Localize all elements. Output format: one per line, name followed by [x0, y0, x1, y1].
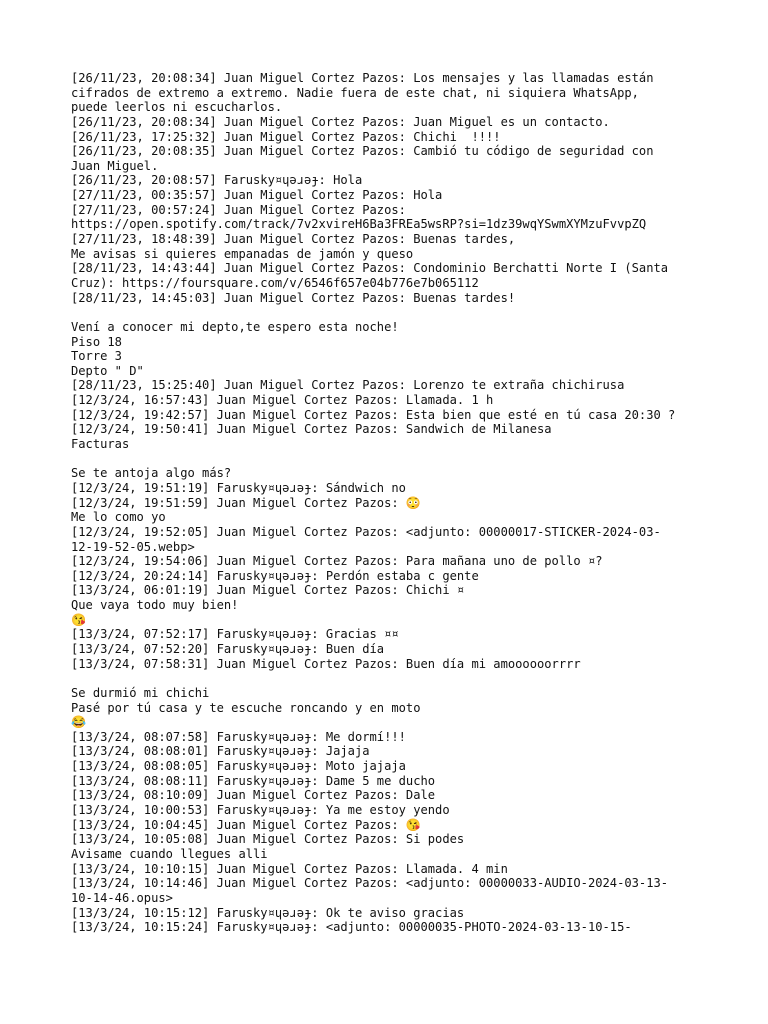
chat-line: [13/3/24, 08:08:11] Farusky¤ɥǝɹǝɟ: Dame 5 me ducho	[71, 773, 436, 788]
chat-line: [12/3/24, 19:42:57] Juan Miguel Cortez Pazos: Esta bien que esté en tú casa 20:30 ?	[71, 407, 676, 422]
chat-line: [13/3/24, 08:10:09] Juan Miguel Cortez Pazos: Dale	[71, 788, 436, 803]
chat-line: [13/3/24, 07:52:20] Farusky¤ɥǝɹǝɟ: Buen día	[71, 641, 385, 656]
chat-line: Se te antoja algo más?	[71, 466, 232, 481]
chat-line: [13/3/24, 08:08:05] Farusky¤ɥǝɹǝɟ: Moto jajaja	[71, 759, 406, 774]
chat-line: [12/3/24, 19:51:59] Juan Miguel Cortez Pazos: 😳	[71, 495, 421, 510]
chat-line: Avisame cuando llegues alli	[71, 846, 268, 861]
chat-line: Me avisas si quieres empanadas de jamón y queso	[71, 246, 414, 261]
chat-line: [13/3/24, 08:08:01] Farusky¤ɥǝɹǝɟ: Jajaja	[71, 744, 370, 759]
chat-log-text	[71, 71, 711, 935]
chat-line: [13/3/24, 07:58:31] Juan Miguel Cortez Pazos: Buen día mi amoooooorrrr	[71, 656, 581, 671]
chat-line: [13/3/24, 10:15:24] Farusky¤ɥǝɹǝɟ: <adjunto: 00000035-PHOTO-2024-03-13-10-15-	[71, 920, 632, 935]
chat-line: [13/3/24, 10:15:12] Farusky¤ɥǝɹǝɟ: Ok te aviso gracias	[71, 905, 465, 920]
chat-line: [13/3/24, 06:01:19] Juan Miguel Cortez Pazos: Chichi ¤	[71, 583, 465, 598]
chat-line: [13/3/24, 10:14:46] Juan Miguel Cortez Pazos: <adjunto: 00000033-AUDIO-2024-03-13-	[71, 876, 669, 891]
chat-line: [26/11/23, 20:08:34] Juan Miguel Cortez Pazos: Los mensajes y las llamadas están	[71, 71, 654, 85]
chat-line: 10-14-46.opus>	[71, 890, 173, 905]
chat-line: cifrados de extremo a extremo. Nadie fuera de este chat, ni siquiera WhatsApp,	[71, 85, 639, 100]
chat-line: Se durmió mi chichi	[71, 685, 210, 700]
chat-line: [12/3/24, 16:57:43] Juan Miguel Cortez Pazos: Llamada. 1 h	[71, 393, 494, 408]
chat-line: Cruz): https://foursquare.com/v/6546f657e04b776e7b065112	[71, 275, 479, 290]
chat-line: [12/3/24, 19:50:41] Juan Miguel Cortez Pazos: Sandwich de Milanesa	[71, 422, 552, 437]
chat-line: [27/11/23, 00:35:57] Juan Miguel Cortez Pazos: Hola	[71, 188, 443, 203]
chat-line: [12/3/24, 19:51:19] Farusky¤ɥǝɹǝɟ: Sándwich no	[71, 480, 406, 495]
chat-line: [13/3/24, 08:07:58] Farusky¤ɥǝɹǝɟ: Me dormí!!!	[71, 729, 406, 744]
chat-line: [28/11/23, 14:43:44] Juan Miguel Cortez Pazos: Condominio Berchatti Norte I (Santa	[71, 261, 669, 276]
chat-line: [27/11/23, 18:48:39] Juan Miguel Cortez Pazos: Buenas tardes,	[71, 232, 516, 247]
chat-line: 😘	[71, 612, 87, 627]
chat-line: [26/11/23, 20:08:35] Juan Miguel Cortez Pazos: Cambió tu código de seguridad con	[71, 144, 654, 159]
chat-line: [26/11/23, 20:08:57] Farusky¤ɥǝɹǝɟ: Hola	[71, 173, 363, 188]
chat-line: 😂	[71, 715, 87, 730]
chat-line: [26/11/23, 17:25:32] Juan Miguel Cortez Pazos: Chichi !!!!	[71, 129, 501, 144]
chat-line: Piso 18	[71, 334, 122, 349]
chat-line: 12-19-52-05.webp>	[71, 539, 195, 554]
chat-line: [27/11/23, 00:57:24] Juan Miguel Cortez Pazos:	[71, 202, 406, 217]
chat-line: [28/11/23, 14:45:03] Juan Miguel Cortez Pazos: Buenas tardes!	[71, 290, 516, 305]
chat-line: [26/11/23, 20:08:34] Juan Miguel Cortez Pazos: Juan Miguel es un contacto.	[71, 114, 610, 129]
chat-line: [12/3/24, 19:52:05] Juan Miguel Cortez Pazos: <adjunto: 00000017-STICKER-2024-03-	[71, 524, 661, 539]
chat-line: Pasé por tú casa y te escuche roncando y en moto	[71, 700, 421, 715]
blank-line	[71, 452, 711, 467]
chat-line: [13/3/24, 10:05:08] Juan Miguel Cortez Pazos: Si podes	[71, 832, 465, 847]
chat-line: Vení a conocer mi depto,te espero esta noche!	[71, 319, 399, 334]
blank-line	[71, 671, 711, 686]
chat-line: Juan Miguel.	[71, 158, 159, 173]
chat-line: [28/11/23, 15:25:40] Juan Miguel Cortez Pazos: Lorenzo te extraña chichirusa	[71, 378, 625, 393]
chat-line: Me lo como yo	[71, 510, 166, 525]
chat-line: [13/3/24, 10:10:15] Juan Miguel Cortez Pazos: Llamada. 4 min	[71, 861, 508, 876]
chat-line: https://open.spotify.com/track/7v2xvireH6Ba3FREa5wsRP?si=1dz39wqYSwmXYMzuFvvpZQ	[71, 217, 647, 232]
chat-line: Torre 3	[71, 349, 122, 364]
blank-line	[71, 305, 711, 320]
chat-line: [12/3/24, 19:54:06] Juan Miguel Cortez Pazos: Para mañana uno de pollo ¤?	[71, 554, 603, 569]
chat-line: [13/3/24, 10:00:53] Farusky¤ɥǝɹǝɟ: Ya me estoy yendo	[71, 803, 450, 818]
chat-line: puede leerlos ni escucharlos.	[71, 100, 283, 115]
chat-line: Depto " D"	[71, 363, 144, 378]
chat-line: Que vaya todo muy bien!	[71, 598, 239, 613]
chat-line: Facturas	[71, 437, 130, 452]
chat-line: [13/3/24, 07:52:17] Farusky¤ɥǝɹǝɟ: Gracias ¤¤	[71, 627, 399, 642]
chat-line: [13/3/24, 10:04:45] Juan Miguel Cortez Pazos: 😘	[71, 817, 421, 832]
chat-line: [12/3/24, 20:24:14] Farusky¤ɥǝɹǝɟ: Perdón estaba c gente	[71, 568, 479, 583]
